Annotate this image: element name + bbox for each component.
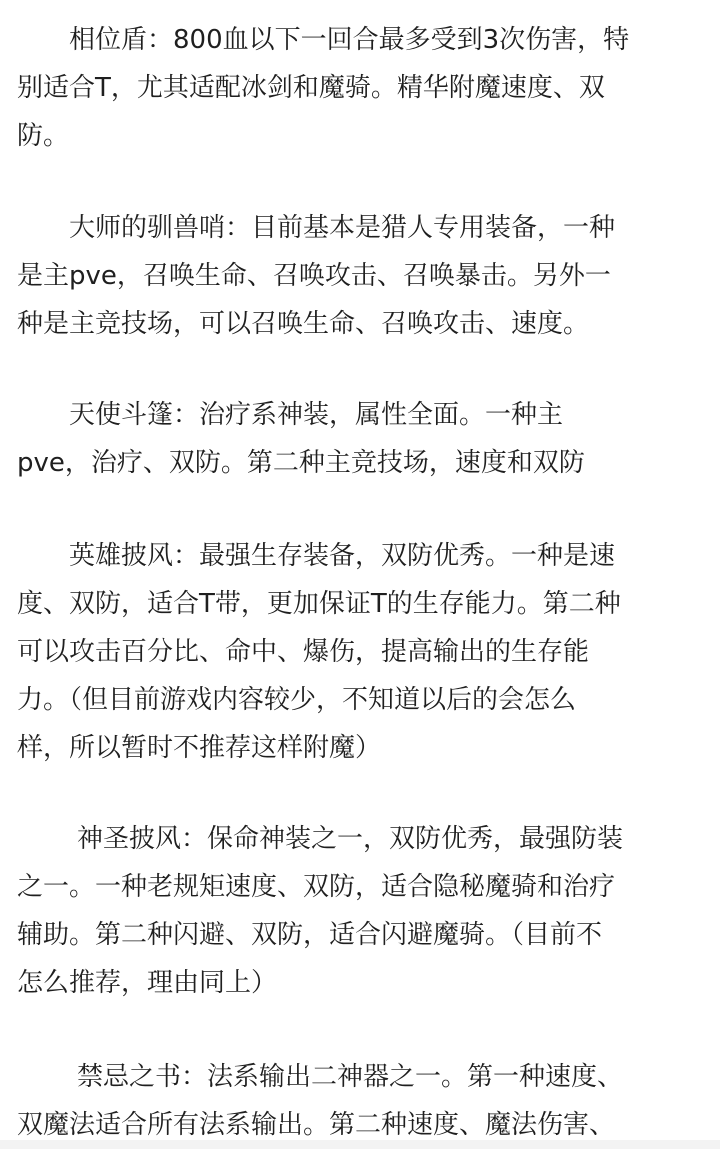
- text-line: 样，所以暂时不推荐这样附魔）: [17, 733, 382, 763]
- text-line: 可以攻击百分比、命中、爆伤，提高输出的生存能: [17, 637, 590, 667]
- paragraph-angel-cloak: [17, 391, 707, 487]
- text-line: 辅助。第二种闪避、双防，适合闪避魔骑。（目前不: [17, 920, 603, 950]
- paragraph-holy-cape: [17, 815, 707, 1007]
- text-line: 神圣披风：保命神装之一，双防优秀，最强防装: [77, 824, 624, 854]
- text-line: 力。（但目前游戏内容较少，不知道以后的会怎么: [17, 685, 577, 715]
- text-line: 度、双防，适合T带，更加保证T的生存能力。第二种: [17, 589, 621, 619]
- text-line: 大师的驯兽哨：目前基本是猎人专用装备，一种: [69, 213, 616, 243]
- text-line: 怎么推荐，理由同上）: [17, 968, 278, 998]
- text-line: 种是主竞技场，可以召唤生命、召唤攻击、速度。: [17, 309, 590, 339]
- paragraph-forbidden-book: [17, 1053, 707, 1140]
- text-line: 防。: [17, 121, 70, 151]
- paragraph-beast-whistle: [17, 204, 707, 348]
- text-line: 相位盾：800血以下一回合最多受到3次伤害，特: [69, 25, 630, 55]
- text-line: 禁忌之书：法系输出二神器之一。第一种速度、: [77, 1062, 624, 1092]
- text-line: 英雄披风：最强生存装备，双防优秀。一种是速: [69, 541, 616, 571]
- text-line: pve，治疗、双防。第二种主竞技场，速度和双防: [17, 448, 585, 478]
- text-line: 双魔法适合所有法系输出。第二种速度、魔法伤害、: [17, 1110, 616, 1140]
- paragraph-phase-shield: [17, 16, 707, 160]
- paragraph-hero-cape: [17, 532, 707, 772]
- text-line: 之一。一种老规矩速度、双防，适合隐秘魔骑和治疗: [17, 872, 616, 902]
- text-line: 别适合T，尤其适配冰剑和魔骑。精华附魔速度、双: [17, 73, 605, 103]
- text-line: 天使斗篷：治疗系神装，属性全面。一种主: [69, 400, 564, 430]
- text-line: 是主pve，召唤生命、召唤攻击、召唤暴击。另外一: [17, 261, 611, 291]
- bottom-edge-strip: [0, 1140, 720, 1149]
